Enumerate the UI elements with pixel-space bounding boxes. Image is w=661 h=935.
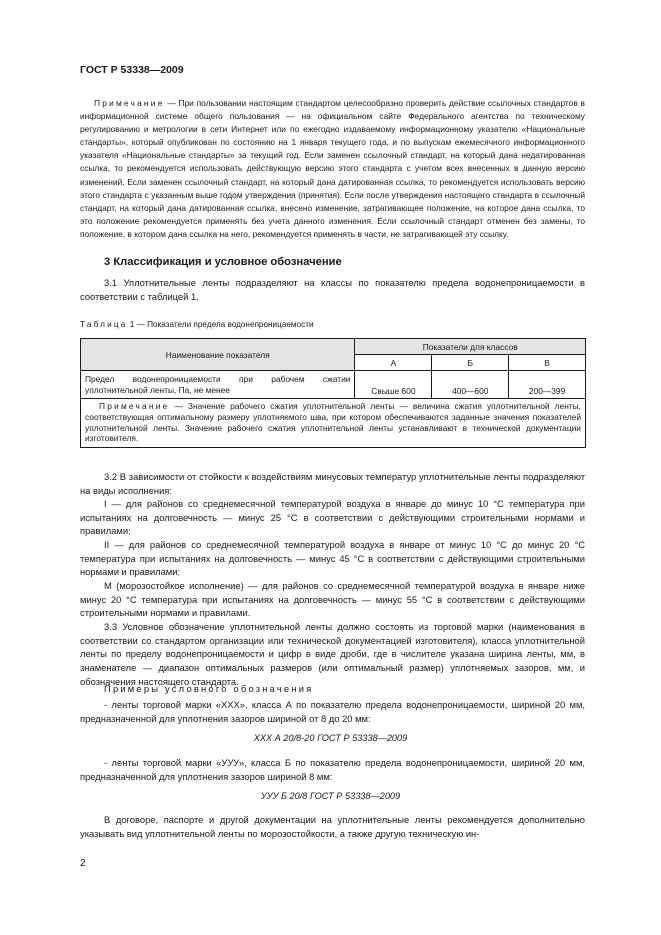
document-header: ГОСТ Р 53338—2009 — [80, 64, 184, 76]
table-row-label: Предел водонепроницаемости при рабочем сжатии уплотнительной ленты, Па, не менее — [81, 371, 355, 399]
table-class-a: А — [355, 355, 432, 371]
examples-title: Примеры условного обозначения — [104, 683, 314, 694]
page-number: 2 — [80, 858, 86, 869]
table-note-text: — Значение рабочего сжатия уплотнительной ленты — величина сжатия уплотнительной ленты, соответствующая оптимальному размеру уплотняемого шва, при котором обеспечиваются заданные значения показателей уплотнительной ленты. Значение рабочего сжатия уплотнительной ленты устанавливают в технической документации изготовителя. — [85, 401, 581, 444]
table-value-v: 200—399 — [509, 371, 586, 399]
paragraph-3-2-type-m: М (морозостойкое исполнение) — для районов со среднемесячной температурой воздуха в январе ниже минус 20 °С температура при испытаниях на долговечность — минус 55 °С в соответствии с действующими строительными нормами и правилами. — [80, 580, 585, 619]
paragraph-3-3: 3.3 Условное обозначение уплотнительной ленты должно состоять из торговой марки (наименования в соответствии со стандартом организации или технической документацией изготовителя), класса уплотнительной ленты по пределу водонепроницаемости и цифр в виде дроби, где в числителе указана ширина ленты, мм, в знаменателе — диапазон оптимальных размеров (или оптимальный размер) уплотняемых зазоров, мм, и обозначения настоящего стандарта. — [80, 621, 585, 687]
note-text: — При пользовании настоящим стандартом целесообразно проверить действие ссылочных стандартов в информационной системе общего пользования — на официальном сайте Федерального агентства по техническому регулированию и метрологии в сети Интернет или по ежегодно издаваемому информационному указателю «Национальные стандарты», который опубликован по состоянию на 1 января текущего года, и по выпускам ежемесячного информационного указателя «Национальные стандарты» за текущий год. Если заменен ссылочный стандарт, на который дана недатированная ссылка, то рекомендуется использовать действующую версию этого стандарта с учетом всех внесенных в данную версию изменений. Если заменен ссылочный стандарт, на который дана датированная ссылка, то рекомендуется использовать версию этого стандарта с указанным выше годом утверждения (принятия). Если после утверждения настоящего стандарта в ссылочный стандарт, на который дана датированная ссылка, внесено изменение, затрагивающее положение, на которое дана ссылка, то это положение рекомендуется применять без учета данного изменения. Если ссылочный стандарт отменен без замены, то положение, в котором дана ссылка на него, рекомендуется применять в части, не затрагивающей эту ссылку. — [80, 98, 585, 239]
table-value-a: Свыше 600 — [355, 371, 432, 399]
table-note — [81, 399, 586, 448]
paragraph-3-2-type-ii: II — для районов со среднемесячной температурой воздуха в январе от минус 10 °С до минус 20 °С температура при испытаниях на долговечность — минус 45 °С в соответствии с действующими строительными нормами и правилами; — [80, 539, 585, 578]
section-3-title: 3 Классификация и условное обозначение — [104, 256, 342, 268]
table-row — [81, 371, 586, 399]
paragraph-3-2-type-i: I — для районов со среднемесячной температурой воздуха в январе до минус 10 °С температура при испытаниях на долговечность — минус 25 °С в соответствии с действующими строительными нормами и правилами; — [80, 498, 585, 537]
note-references — [80, 97, 585, 241]
example-1-text: - ленты торговой марки «XXX», класса А по показателю предела водонепроницаемости, шириной 20 мм, предназначенной для уплотнения зазоров шириной от 8 до 20 мм: — [80, 699, 585, 724]
paragraph-final: В договоре, паспорте и другой документации на уплотнительные ленты рекомендуется дополнительно указывать вид уплотнительной ленты по морозостойкости, а также другую техническую ин- — [80, 814, 585, 839]
table-class-b: Б — [432, 355, 509, 371]
paragraph-3-1: 3.1 Уплотнительные ленты подразделяют на классы по показателю предела водонепроницаемости в соответствии с таблицей 1. — [80, 277, 585, 302]
table-value-b: 400—600 — [432, 371, 509, 399]
table-caption-label: Таблица — [80, 320, 128, 329]
table-caption — [80, 320, 314, 329]
note-label: Примечание — [94, 98, 165, 108]
table-note-label: Примечание — [99, 401, 170, 411]
table-caption-text: 1 — Показатели предела водонепроницаемости — [127, 320, 314, 329]
example-2-designation: УУУ Б 20/8 ГОСТ Р 53338—2009 — [260, 791, 401, 801]
waterproof-limit-table — [80, 338, 586, 448]
table-class-v: В — [509, 355, 586, 371]
table-header-row — [81, 339, 586, 355]
table-note-row — [81, 399, 586, 448]
table-header-name: Наименование показателя — [81, 339, 355, 371]
paragraph-3-2: 3.2 В зависимости от стойкости к воздействиям минусовых температур уплотнительные ленты подразделяют на виды исполнения: — [80, 471, 585, 496]
table-header-group: Показатели для классов — [355, 339, 586, 355]
example-2-text: - ленты торговой марки «УУУ», класса Б по показателю предела водонепроницаемости, шириной 20 мм, предназначенной для уплотнения зазоров шириной 8 мм: — [80, 757, 585, 782]
example-1-designation: XXX А 20/8-20 ГОСТ Р 53338—2009 — [253, 733, 408, 743]
